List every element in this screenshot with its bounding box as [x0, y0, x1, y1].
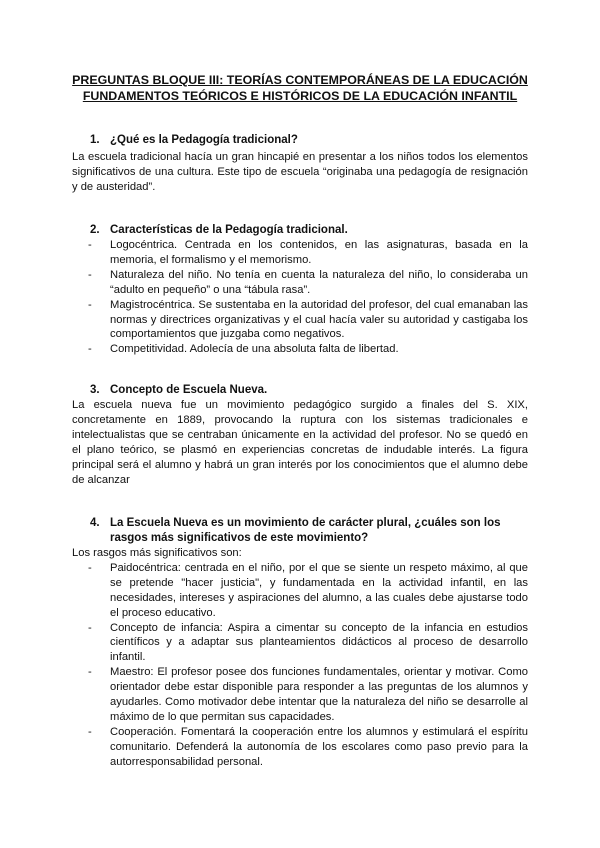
section-2-heading [72, 223, 528, 238]
section-1-body: La escuela tradicional hacía un gran hincapié en presentar a los niños todos los elementos significativos de una cultura. Este tipo de escuela “originaba una pedagogía de resignación y de austeridad”. [72, 151, 528, 193]
list-item: - Maestro: El profesor posee dos funciones fundamentales, orientar y motivar. Como orientador debe estar disponible para responder a las preguntas de los alumnos y ayudarles. Como motivador debe intentar que la naturaleza del niño se desarrolle al máximo de lo que permitan sus capacidades. [72, 665, 528, 725]
list-item: - Logocéntrica. Centrada en los contenidos, en las asignaturas, basada en la memoria, el formalismo y el memorismo. [72, 238, 528, 268]
section-1 [72, 133, 528, 195]
list-item: - Naturaleza del niño. No tenía en cuenta la naturaleza del niño, lo consideraba un “adulto en pequeño” o una “tábula rasa”. [72, 268, 528, 298]
section-2-number: 2. [90, 224, 100, 236]
list-item: - Competitividad. Adolecía de una absoluta falta de libertad. [72, 342, 528, 357]
section-4-intro: Los rasgos más significativos son: [72, 547, 242, 559]
section-4-list [72, 561, 528, 770]
section-4-heading [72, 516, 528, 546]
section-1-number: 1. [90, 134, 100, 146]
title-line-2: FUNDAMENTOS TEÓRICOS E HISTÓRICOS DE LA EDUCACIÓN INFANTIL [82, 89, 518, 103]
section-2-list [72, 238, 528, 357]
section-3-number: 3. [90, 384, 100, 396]
list-item: - Paidocéntrica: centrada en el niño, por el que se siente un respeto máximo, al que se pretende "hacer justicia", y fundamentada en la actividad infantil, en las necesidades, intereses y aspiraciones del alumno, a las cuales debe ajustarse todo el proceso educativo. [72, 561, 528, 621]
list-item: - Magistrocéntrica. Se sustentaba en la autoridad del profesor, del cual emanaban las normas y directrices organizativas y el cual hacía valer su autoridad y castigaba los comportamientos que juzgaba como negativos. [72, 298, 528, 343]
section-4-number: 4. [90, 517, 100, 529]
section-3-body: La escuela nueva fue un movimiento pedagógico surgido a finales del S. XIX, concretamente en 1889, provocando la ruptura con los sistemas tradicionales e intelectualistas que se centraban únicamente en la actividad del profesor. No se quedó en el plano teórico, se plasmó en experiencias concretas de indudable interés. La figura principal será el alumno y habrá un gran interés por los conocimientos que el alumno debe de alcanzar [72, 399, 528, 486]
section-4 [72, 516, 528, 770]
section-3-heading [72, 383, 528, 398]
list-item: - Cooperación. Fomentará la cooperación entre los alumnos y estimulará el espíritu comunitario. Defenderá la autonomía de los escolares como paso previo para la autorresponsabilidad personal. [72, 725, 528, 770]
title-line-1: PREGUNTAS BLOQUE III: TEORÍAS CONTEMPORÁNEAS DE LA EDUCACIÓN [72, 73, 528, 87]
document-title [72, 72, 528, 104]
list-item: - Concepto de infancia: Aspira a cimentar su concepto de la infancia en estudios científicos y a adaptar sus planteamientos didácticos al proceso de desarrollo infantil. [72, 621, 528, 666]
section-1-title: ¿Qué es la Pedagogía tradicional? [110, 134, 298, 146]
section-1-heading [72, 133, 528, 148]
section-3 [72, 383, 528, 487]
section-3-title: Concepto de Escuela Nueva. [110, 384, 268, 396]
section-4-title: La Escuela Nueva es un movimiento de carácter plural, ¿cuáles son los rasgos más significativos de este movimiento? [110, 517, 501, 544]
section-2-title: Características de la Pedagogía tradicional. [110, 224, 348, 236]
section-2 [72, 223, 528, 357]
